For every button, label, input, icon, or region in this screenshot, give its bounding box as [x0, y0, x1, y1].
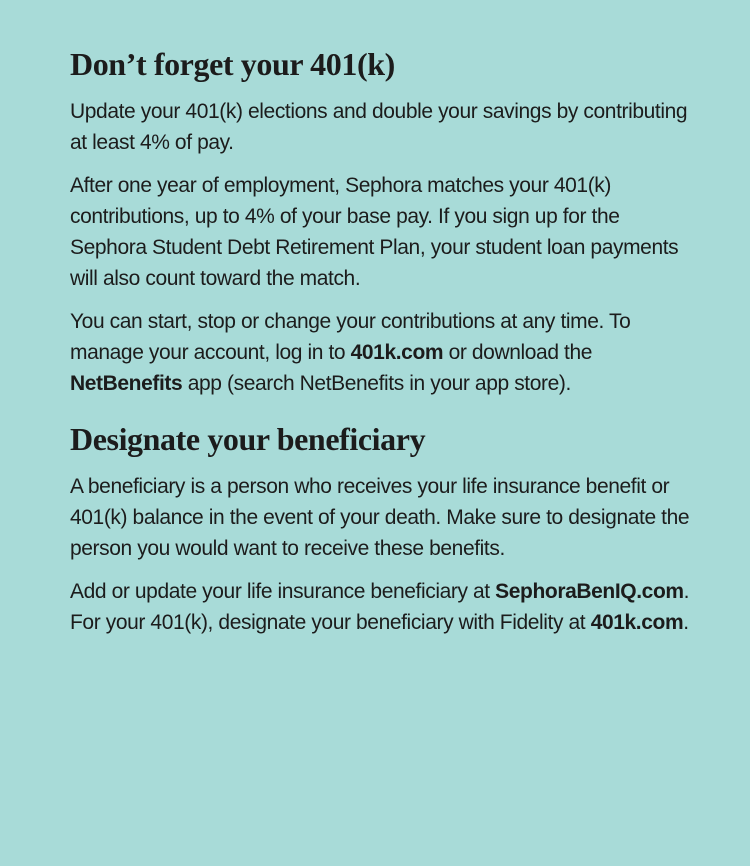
text-segment: Add or update your life insurance beneficiary at [70, 580, 496, 603]
text-content [70, 44, 695, 638]
term-401k-com: 401k.com [590, 611, 684, 634]
section-401k [70, 44, 695, 399]
text-segment: You can start, stop or change your contributions at any time. To manage your account, log in to [70, 310, 631, 364]
paragraph [70, 170, 695, 294]
text-segment: Update your 401(k) elections and double your savings by contributing at least 4% of pay. [70, 100, 688, 154]
paragraph [70, 576, 695, 638]
paragraph [70, 306, 695, 399]
paragraph [70, 96, 695, 158]
term-sephorabeniq-com: SephoraBenIQ.com [495, 580, 684, 603]
term-401k-com: 401k.com [350, 341, 444, 364]
text-segment: . For your 401(k), designate your beneficiary with Fidelity at [70, 580, 690, 634]
text-segment: A beneficiary is a person who receives your life insurance benefit or 401(k) balance in the event of your death. Make sure to designate the person you would want to receive these benefits. [70, 475, 690, 560]
section-beneficiary [70, 419, 695, 638]
paragraph [70, 471, 695, 564]
term-netbenefits: NetBenefits [70, 372, 183, 395]
text-segment: or download the [443, 341, 593, 364]
section-heading-beneficiary: Designate your beneficiary [70, 421, 426, 457]
text-segment: app (search NetBenefits in your app store). [182, 372, 571, 395]
text-segment: After one year of employment, Sephora matches your 401(k) contributions, up to 4% of your base pay. If you sign up for the Sephora Student Debt Retirement Plan, your student loan payments will also count toward the match. [70, 174, 679, 290]
section-heading-401k: Don’t forget your 401(k) [70, 46, 395, 82]
text-segment: . [683, 611, 689, 634]
